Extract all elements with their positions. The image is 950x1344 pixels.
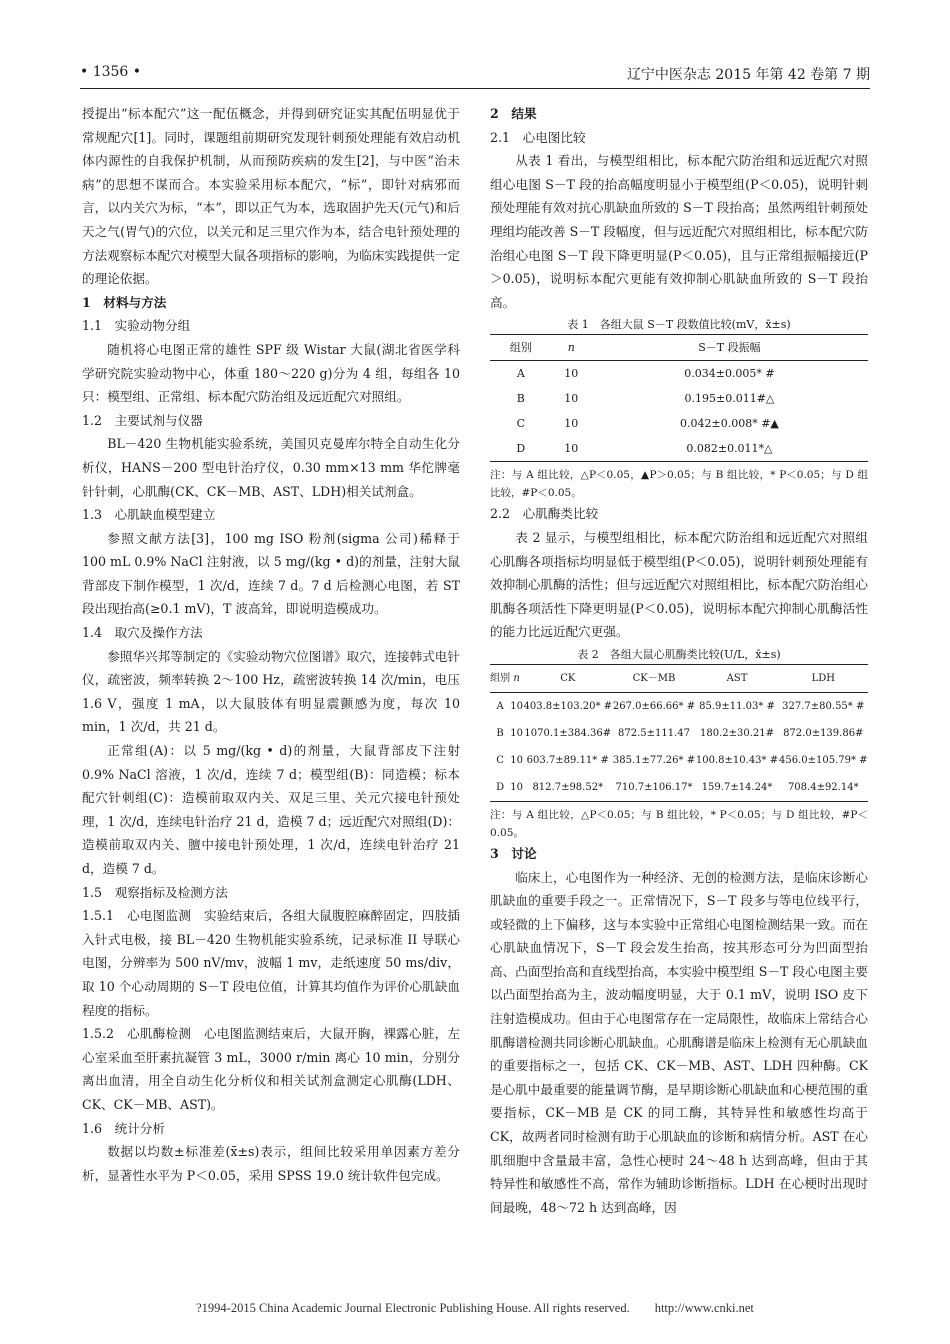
table-cell: C <box>516 417 526 431</box>
table-row <box>490 361 868 387</box>
table-cell: 180.2±30.21# <box>700 727 775 739</box>
table-cell: 0.034±0.005* # <box>684 367 775 381</box>
table-cell: 267.0±66.66* # <box>612 700 696 712</box>
copyright-footer: ?1994-2015 China Academic Journal Electronic Publishing House. All rights reserved. http://www.cnki.net <box>196 1301 754 1315</box>
section-heading-results: 2 结果 <box>490 106 537 121</box>
table-cell: 0.042±0.008* #▲ <box>680 417 779 431</box>
table-header: AST <box>696 664 779 692</box>
table-cell: 159.7±14.24* <box>701 781 773 793</box>
table-cell: 812.7±98.52* <box>532 781 604 793</box>
section-heading-methods: 1 材料与方法 <box>82 294 167 310</box>
table-cell: 456.0±105.79* # <box>778 754 868 766</box>
table-row <box>490 774 868 802</box>
paragraph: 随机将心电图正常的雄性 SPF 级 Wistar 大鼠(湖北省医学科学研究院实验动物中心，体重 180～220 g)分为 4 组，每组各 10 只：模型组、正常组、标本配穴防治组及远近配穴对照组。 <box>82 341 460 405</box>
table-cell: 10 <box>564 367 579 381</box>
table-header: n <box>510 664 523 692</box>
table-header: CK－MB <box>612 664 695 692</box>
left-column <box>82 102 460 1187</box>
table1 <box>490 334 868 462</box>
paragraph: 参照华兴邦等制定的《实验动物穴位图谱》取穴，连接韩式电针仪，疏密波，频率转换 2～100 Hz，疏密波转换 14 次/min，电压 1.6 V，强度 1 mA，以大鼠肢体有明显震颤感为度，每次 10 min，1 次/d，共 21 d。 <box>82 648 460 735</box>
paragraph: 1.5.2 心肌酶检测 心电图监测结束后，大鼠开胸，裸露心脏，左心室采血至肝素抗凝管 3 mL，3000 r/min 离心 10 min，分别分离出血清，用全自动生化分析仪和相关试剂盒测定心肌酶(LDH、CK、CK－MB、AST)。 <box>82 1026 460 1112</box>
table-cell: 327.7±80.55* # <box>782 700 865 712</box>
table-cell: D <box>516 442 526 456</box>
subsection-heading: 1.3 心肌缺血模型建立 <box>82 507 216 523</box>
table-row <box>490 386 868 411</box>
table-cell: 10 <box>510 754 523 766</box>
table-cell: C <box>496 754 504 766</box>
table-row <box>490 720 868 747</box>
table-cell: 872.5±111.47 <box>617 727 690 739</box>
table-cell: 10 <box>510 700 523 712</box>
table-cell: 0.195±0.011#△ <box>684 392 775 406</box>
table-cell: 710.7±106.17* <box>615 781 693 793</box>
running-header <box>80 64 870 88</box>
table-cell: 1070.1±384.36# <box>524 727 612 739</box>
table-header: 组别 <box>490 335 552 361</box>
table-header: S－T 段振幅 <box>591 335 868 361</box>
paragraph: 临床上，心电图作为一种经济、无创的检测方法，是临床诊断心肌缺血的重要手段之一。正常情况下，S－T 段多与等电位线平行，或轻微的上下偏移，这与本实验中正常组心电图检测结果一致。而在心肌缺血情况下，S－T 段会发生抬高，按其形态可分为凹面型抬高、凸面型抬高和直线型抬高，本实验中模型组 S－T 段心电图主要以凸面型抬高为主，波动幅度明显，大于 0.1 mV，说明 ISO 皮下注射造模成功。但由于心电图常存在一定局限性，故临床上常结合心肌酶谱检测共同诊断心肌缺血。心肌酶谱是临床上检测有无心肌缺血的重要指标之一，包括 CK、CK－MB、AST、LDH 四种酶。CK 是心肌中最重要的能量调节酶，是早期诊断心肌缺血和心梗范围的重要指标，CK－MB 是 CK 的同工酶，其特异性和敏感性均高于 CK，故两者同时检测有助于心肌缺血的诊断和病情分析。AST 在心肌细胞中含量最丰富，急性心梗时 24～48 h 达到高峰，但由于其特异性和敏感性不高，常作为辅助诊断指标。LDH 在心梗时出现时间最晚，48～72 h 达到高峰，因 <box>490 869 868 1215</box>
table1-note: 注：与 A 组比较，△P＜0.05，▲P＞0.05；与 B 组比较，* P＜0.05；与 D 组比较，#P＜0.05。 <box>490 469 868 500</box>
table-cell: B <box>496 727 504 739</box>
subsection-heading: 2.1 心电图比较 <box>490 129 586 145</box>
table-cell: 872.0±139.86# <box>783 727 864 739</box>
table2-note: 注：与 A 组比较，△P＜0.05；与 B 组比较，* P＜0.05；与 D 组比较，#P＜0.05。 <box>490 808 868 839</box>
subsection-heading: 2.2 心肌酶类比较 <box>490 506 599 522</box>
header-rule <box>80 88 870 89</box>
table-header: CK <box>523 664 612 692</box>
subsection-heading: 1.4 取穴及操作方法 <box>82 625 203 641</box>
table-cell: 403.8±103.20* # <box>523 700 613 712</box>
table-header: n <box>552 335 591 361</box>
table-cell: 385.1±77.26* # <box>612 754 696 766</box>
paragraph: 从表 1 看出，与模型组相比，标本配穴防治组和远近配穴对照组心电图 S－T 段的抬高幅度明显小于模型组(P＜0.05)，说明针刺预处理能有效对抗心肌缺血所致的 S－T 段抬高；虽然两组针刺预处理组均能改善 S－T 段幅度，但与远近配穴对照组相比，标本配穴防治组心电图 S－T 段下降更明显(P＜0.05)，且与正常组振幅接近(P＞0.05)，说明标本配穴更能有效抑制心肌缺血所致的 S－T 段抬高。 <box>490 153 868 310</box>
subsection-heading: 1.5 观察指标及检测方法 <box>82 884 228 900</box>
subsection-heading: 1.1 实验动物分组 <box>82 318 191 334</box>
subsection-heading: 1.2 主要试剂与仪器 <box>82 412 203 428</box>
table-row <box>490 436 868 462</box>
table-header: LDH <box>779 664 868 692</box>
table2-caption: 表 2 各组大鼠心肌酶类比较(U/L，x̄±s) <box>577 647 781 661</box>
table-cell: D <box>496 781 505 793</box>
table-cell: 10 <box>564 392 579 406</box>
journal-issue: 辽宁中医杂志 2015 年第 42 卷第 7 期 <box>626 67 870 83</box>
paragraph: 表 2 显示，与模型组相比，标本配穴防治组和远近配穴对照组心肌酶各项指标均明显低于模型组(P＜0.05)，说明针刺预处理能有效抑制心肌酶的活性；但与远近配穴对照组相比，标本配穴防治组心肌酶各项活性下降更明显(P＜0.05)，说明标本配穴抑制心肌酶活性的能力比远近配穴更强。 <box>490 529 868 640</box>
table-cell: 0.082±0.011*△ <box>686 442 773 456</box>
paragraph: BL－420 生物机能实验系统，美国贝克曼库尔特全自动生化分析仪，HANS－200 型电针治疗仪，0.30 mm×13 mm 华佗牌毫针针刺，心肌酶(CK、CK－MB、AST、LDH)相关试剂盒。 <box>82 436 460 499</box>
paragraph: 1.5.1 心电图监测 实验结束后，各组大鼠腹腔麻醉固定，四肢插入针式电极，接 BL－420 生物机能实验系统，记录标准 II 导联心电图，分辨率为 500 nV/mv，波幅 1 mv，走纸速度 50 ms/div，取 10 个心动周期的 S－T 段电位值，计算其均值作为评价心肌缺血程度的指标。 <box>82 908 460 1018</box>
table-cell: 10 <box>564 442 579 456</box>
table-header: 组别 <box>490 664 510 692</box>
table-cell: A <box>516 367 525 381</box>
right-column <box>490 102 868 1219</box>
subsection-heading: 1.6 统计分析 <box>82 1120 165 1136</box>
intro-continuation: 授提出“标本配穴”这一配伍概念，并得到研究证实其配伍明显优于常规配穴[1]。同时，课题组前期研究发现针刺预处理能有效启动机体内源性的自我保护机制，从而预防疾病的发生[2]，与中医“治未病”的思想不谋而合。本实验采用标本配穴，“标”，即针对病邪而言，以内关穴为标，“本”，即以正气为本，选取固护先天(元气)和后天之气(胃气)的穴位，以关元和足三里穴作为本，结合电针预处理的方法观察标本配穴对模型大鼠各项指标的影响，为临床实践提供一定的理论依据。 <box>82 106 460 287</box>
table-cell: 100.8±10.43* # <box>695 754 779 766</box>
table-row <box>490 747 868 774</box>
section-heading-discussion: 3 讨论 <box>490 845 537 861</box>
table1-caption: 表 1 各组大鼠 S－T 段数值比较(mV，x̄±s) <box>567 318 791 332</box>
table-cell: 708.4±92.14* <box>787 781 859 793</box>
table-cell: 603.7±89.11* # <box>526 754 609 766</box>
paragraph: 数据以均数±标准差(x̄±s)表示，组间比较采用单因素方差分析，显著性水平为 P＜0.05，采用 SPSS 19.0 统计软件包完成。 <box>82 1144 460 1183</box>
paragraph: 正常组(A)：以 5 mg/(kg • d)的剂量，大鼠背部皮下注射 0.9% NaCl 溶液，1 次/d，连续 7 d；模型组(B)：同造模；标本配穴针刺组(C)：造模前取双内关、双足三里、关元穴接电针预处理，1 次/d，连续电针治疗 21 d，造模 7 d；远近配穴对照组(D)：造模前取双内关、膻中接电针预处理，1 次/d，连续电针治疗 21 d，造模 7 d。 <box>82 743 460 876</box>
table-cell: 85.9±11.03* # <box>699 700 775 712</box>
paragraph: 参照文献方法[3]，100 mg ISO 粉剂(sigma 公司)稀释于 100 mL 0.9% NaCl 注射液，以 5 mg/(kg • d)的剂量，注射大鼠背部皮下制作模型，1 次/d，连续 7 d。7 d 后检测心电图，若 ST 段出现抬高(≥0.1 mV)，T 波高耸，即说明造模成功。 <box>82 530 460 617</box>
table-cell: B <box>516 392 525 406</box>
table-row <box>490 411 868 436</box>
table-cell: 10 <box>564 417 579 431</box>
page-number: • 1356 • <box>80 64 142 80</box>
table-row <box>490 692 868 720</box>
table-cell: A <box>496 700 504 712</box>
table-cell: 10 <box>510 781 523 793</box>
table2 <box>490 664 868 802</box>
table-cell: 10 <box>510 727 523 739</box>
